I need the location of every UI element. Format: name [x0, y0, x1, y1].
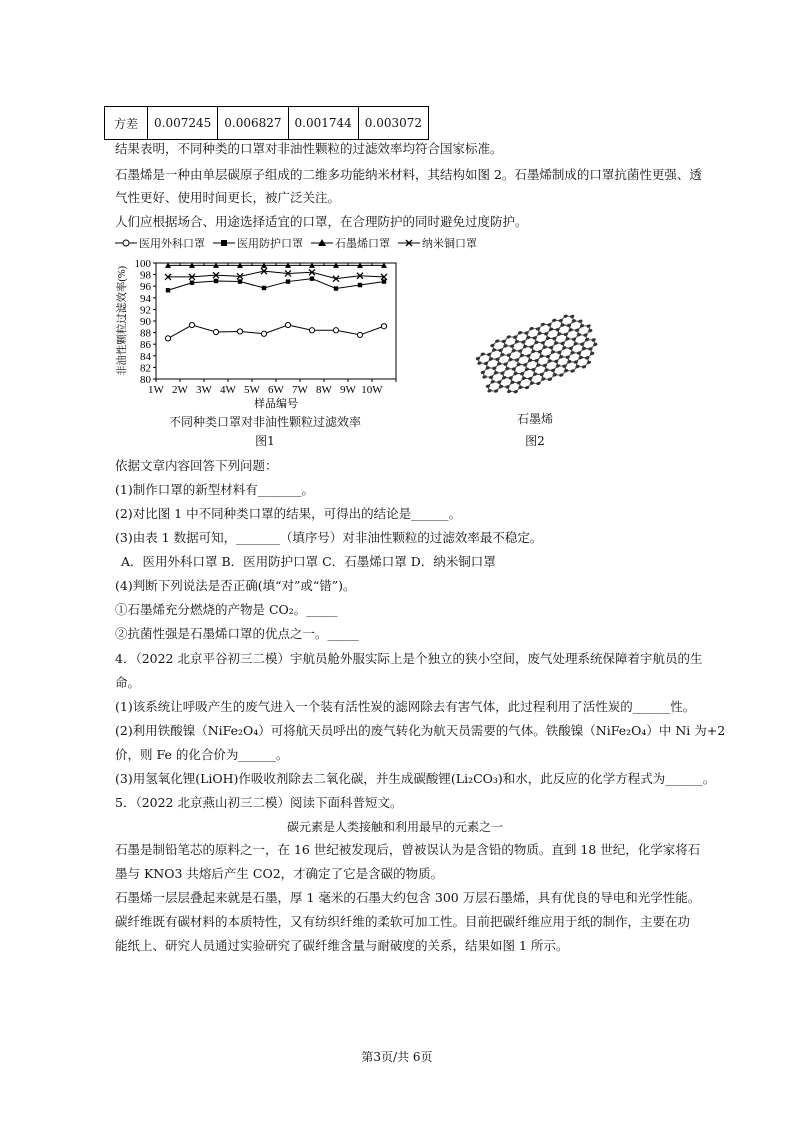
- text-line: 石墨烯是一种由单层碳原子组成的二维多功能纳米材料，其结构如图 2。石墨烯制成的口罩抗菌性更强、透: [115, 167, 702, 182]
- triangle-marker-icon: [311, 238, 333, 248]
- data-point: [381, 324, 386, 329]
- x-tick-label: 3W: [196, 384, 212, 396]
- figure1-label: 图1: [255, 434, 275, 448]
- data-point: [238, 279, 242, 283]
- graphene-atom: [507, 389, 512, 393]
- figure2-caption: 石墨烯: [516, 412, 553, 426]
- x-tick-label: 7W: [292, 384, 308, 396]
- x-tick-label: 2W: [172, 384, 188, 396]
- problem-4: 4．（2022 北京平谷初三二模）宇航员舱外服实际上是个独立的狭小空间，废气处理系统保障着宇航员的生: [115, 651, 703, 666]
- chart-legend: [115, 235, 477, 251]
- graphene-atom: [578, 319, 583, 323]
- article-title: 碳元素是人类接触和利用最早的元素之一: [286, 820, 503, 834]
- text-line: 人们应根据场合、用途选择适宜的口罩，在合理防护的同时避免过度防护。: [115, 214, 528, 229]
- question-3: (3)由表 1 数据可知，_______（填序号）对非油性颗粒的过滤效率最不稳定。: [115, 530, 543, 545]
- y-tick-label: 96: [140, 281, 151, 294]
- y-tick-label: 84: [140, 350, 151, 363]
- data-point: [309, 328, 314, 333]
- circle-marker-icon: [115, 238, 137, 248]
- graphene-atom: [482, 375, 487, 379]
- x-tick-label: 6W: [268, 384, 284, 396]
- figure2-label: 图2: [525, 434, 545, 448]
- question-4b: ②抗菌性强是石墨烯口罩的优点之一。_____: [115, 626, 359, 641]
- y-tick-label: 98: [140, 269, 151, 282]
- x-axis-label: 样品编号: [254, 398, 298, 410]
- table-cell: 0.003072: [358, 107, 428, 140]
- plot-frame: [156, 263, 396, 379]
- legend-item: [115, 235, 205, 251]
- text-line: 石墨烯一层层叠起来就是石墨，厚 1 毫米的石墨大约包含 300 万层石墨烯，具有优良的导电和光学性能。: [115, 890, 701, 905]
- legend-item: [311, 235, 390, 251]
- text-line: 气性更好、使用时间更长，被广泛关注。: [115, 190, 341, 205]
- problem-4-cont: 命。: [115, 675, 141, 690]
- problem-4-2-cont: 价，则 Fe 的化合价为______。: [115, 747, 289, 762]
- graphene-atom: [586, 324, 591, 328]
- legend-label: 石墨烯口罩: [335, 237, 390, 250]
- legend-label: 医用外科口罩: [139, 237, 205, 250]
- y-tick-label: 86: [140, 339, 151, 352]
- data-point: [357, 332, 362, 337]
- data-point: [213, 329, 218, 334]
- figure1-caption: 不同种类口罩对非油性颗粒过滤效率: [168, 415, 361, 429]
- series-line: [168, 325, 384, 338]
- y-axis-label: 非油性颗粒过滤效率(%): [117, 265, 128, 377]
- y-tick-label: 80: [140, 374, 151, 386]
- data-point: [214, 279, 218, 283]
- text-line: 碳纤维既有碳材料的本质特性，又有纺织纤维的柔软可加工性。目前把碳纤维应用于纸的制作，主要在功: [115, 914, 691, 929]
- question-4: (4)判断下列说法是否正确(填“对”或“错”)。: [115, 578, 356, 593]
- x-tick-label: 5W: [244, 384, 260, 396]
- x-tick-label: 9W: [340, 384, 356, 396]
- x-tick-label: 1W: [148, 384, 164, 396]
- question-2: (2)对比图 1 中不同种类口罩的结果，可得出的结论是______。: [115, 506, 462, 521]
- table-row: [105, 107, 429, 140]
- y-tick-label: 94: [140, 292, 151, 305]
- graphene-atom: [570, 314, 575, 318]
- text-line: 结果表明，不同种类的口罩对非油性颗粒的过滤效率均符合国家标准。: [115, 141, 503, 156]
- legend-label: 纳米铜口罩: [422, 237, 477, 250]
- data-point: [286, 279, 290, 283]
- graphene-atom: [591, 338, 596, 342]
- y-tick-label: 92: [140, 304, 151, 317]
- y-tick-label: 90: [140, 316, 151, 328]
- series-line: [168, 271, 384, 279]
- page-footer: 第3页/共 6页: [361, 1050, 433, 1064]
- problem-4-2: (2)利用铁酸镍（NiFe₂O₄）可将航天员呼出的废气转化为航天员需要的气体。铁酸镍（NiFe₂O₄）中 Ni 为+2: [115, 723, 726, 738]
- graphene-structure-image: [465, 308, 605, 403]
- y-tick-label: 100: [134, 258, 151, 270]
- y-tick-label: 88: [140, 327, 151, 340]
- question-3-options: A．医用外科口罩 B．医用防护口罩 C．石墨烯口罩 D．纳米铜口罩: [121, 554, 496, 569]
- legend-item: [398, 235, 477, 251]
- legend-label: 医用防护口罩: [237, 237, 303, 250]
- data-point: [237, 329, 242, 334]
- question-1: (1)制作口罩的新型材料有_______。: [115, 482, 314, 497]
- text-line: 石墨是制铅笔芯的原料之一，在 16 世纪被发现后，曾被误认为是含铅的物质。直到 18 世纪，化学家将石: [115, 842, 701, 857]
- data-point: [310, 276, 314, 280]
- text-line: 能纸上、研究人员通过实验研究了碳纤维含量与耐破度的关系，结果如图 1 所示。: [115, 938, 569, 953]
- table-row-label: 方差: [105, 107, 148, 140]
- legend-item: [213, 235, 303, 251]
- text-line: 依据文章内容回答下列问题：: [115, 458, 278, 473]
- text-line: 墨与 KNO3 共熔后产生 CO2，才确定了它是含碳的物质。: [115, 866, 444, 881]
- data-point: [262, 286, 266, 290]
- series-line: [168, 279, 384, 291]
- graphene-atom: [487, 389, 492, 393]
- data-point: [333, 328, 338, 333]
- x-tick-label: 4W: [220, 384, 236, 396]
- graphene-atom: [477, 361, 482, 365]
- problem-5: 5．（2022 北京燕山初三二模）阅读下面科普短文。: [115, 795, 403, 810]
- filtration-chart: [110, 255, 410, 415]
- data-point: [166, 288, 170, 292]
- square-marker-icon: [213, 238, 235, 248]
- data-point: [165, 336, 170, 341]
- problem-4-3: (3)用氢氧化锂(LiOH)作吸收剂除去二氧化碳，并生成碳酸锂(Li₂CO₃)和水，此反应的化学方程式为______。: [115, 771, 716, 786]
- data-point: [190, 281, 194, 285]
- x-tick-label: 10W: [361, 384, 383, 396]
- problem-4-1: (1)该系统让呼吸产生的废气进入一个装有活性炭的滤网除去有害气体，此过程利用了活性炭的______性。: [115, 699, 696, 714]
- y-tick-label: 82: [140, 362, 151, 375]
- data-point: [334, 286, 338, 290]
- table-cell: 0.001744: [288, 107, 358, 140]
- table-cell: 0.006827: [218, 107, 288, 140]
- data-point: [261, 331, 266, 336]
- data-point: [358, 283, 362, 287]
- data-point: [189, 322, 194, 327]
- table-cell: 0.007245: [148, 107, 218, 140]
- x-tick-label: 8W: [316, 384, 332, 396]
- variance-table: [104, 106, 429, 140]
- data-point: [285, 322, 290, 327]
- x-marker-icon: [398, 238, 420, 248]
- question-4a: ①石墨烯充分燃烧的产物是 CO₂。_____: [115, 602, 338, 617]
- data-point: [382, 279, 386, 283]
